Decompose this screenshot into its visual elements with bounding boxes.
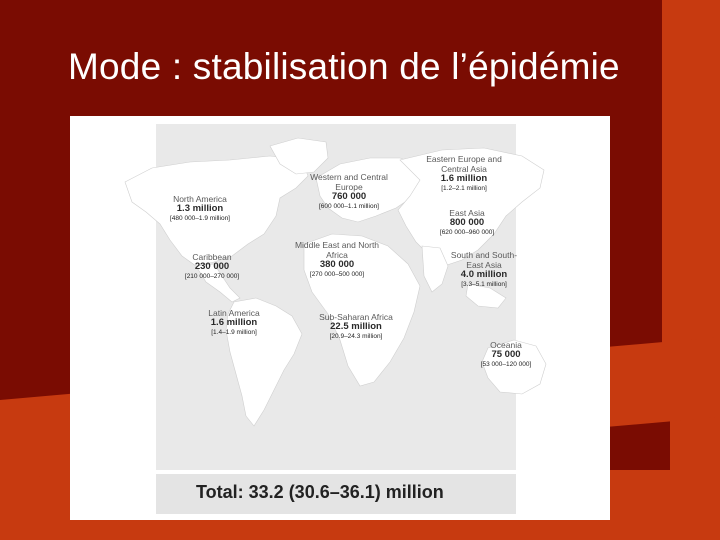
region-name: South and South-East Asia [450,250,518,270]
region-range: [1.2–2.1 million] [441,185,487,192]
region-value: 1.3 million [176,203,224,214]
region-value: 75 000 [491,349,521,360]
region-name: Sub-Saharan Africa [319,312,393,322]
region-name: Eastern Europe and Central Asia [426,154,502,174]
region-name: Latin America [208,308,260,318]
region-south-south-east-asia [444,250,524,290]
region-middle-east-north-africa [292,240,382,280]
region-north-america [162,194,238,224]
region-eastern-europe-central-asia [420,154,508,194]
region-name: Middle East and North Africa [294,240,380,260]
region-sub-saharan-africa [314,312,398,342]
region-value: 800 000 [449,217,485,228]
region-range: [270 000–500 000] [309,271,365,278]
region-range: [210 000–270 000] [184,273,240,280]
region-range: [480 000–1.9 million] [170,215,230,222]
region-value: 1.6 million [440,173,488,184]
region-range: [620 000–960 000] [439,229,495,236]
region-range: [3.3–5.1 million] [461,281,507,288]
slide-title: Mode : stabilisation de l’épidémie [68,46,620,87]
region-range: [600 000–1.1 million] [319,203,379,210]
region-value: 4.0 million [460,269,508,280]
region-range: [53 000–120 000] [480,361,532,368]
world-map-figure [70,116,610,520]
region-oceania [466,340,546,370]
region-name: Caribbean [192,252,232,262]
region-name: Oceania [490,340,522,350]
region-value: 22.5 million [330,321,382,332]
region-name: North America [173,194,227,204]
total-bar [156,474,516,514]
region-value: 760 000 [331,191,367,202]
region-value: 230 000 [194,261,230,272]
region-value: 380 000 [319,259,355,270]
total-label: Total: 33.2 (30.6–36.1) million [196,482,444,502]
region-latin-america [194,308,274,338]
region-range: [20.9–24.3 million] [329,333,383,340]
region-east-asia [426,208,508,238]
region-value: 1.6 million [210,317,258,328]
region-caribbean [174,252,250,282]
region-name: Western and Central Europe [310,172,388,192]
region-range: [1.4–1.9 million] [211,329,257,336]
world-map-image [70,116,610,476]
region-name: East Asia [449,208,485,218]
region-western-central-europe [304,172,394,212]
